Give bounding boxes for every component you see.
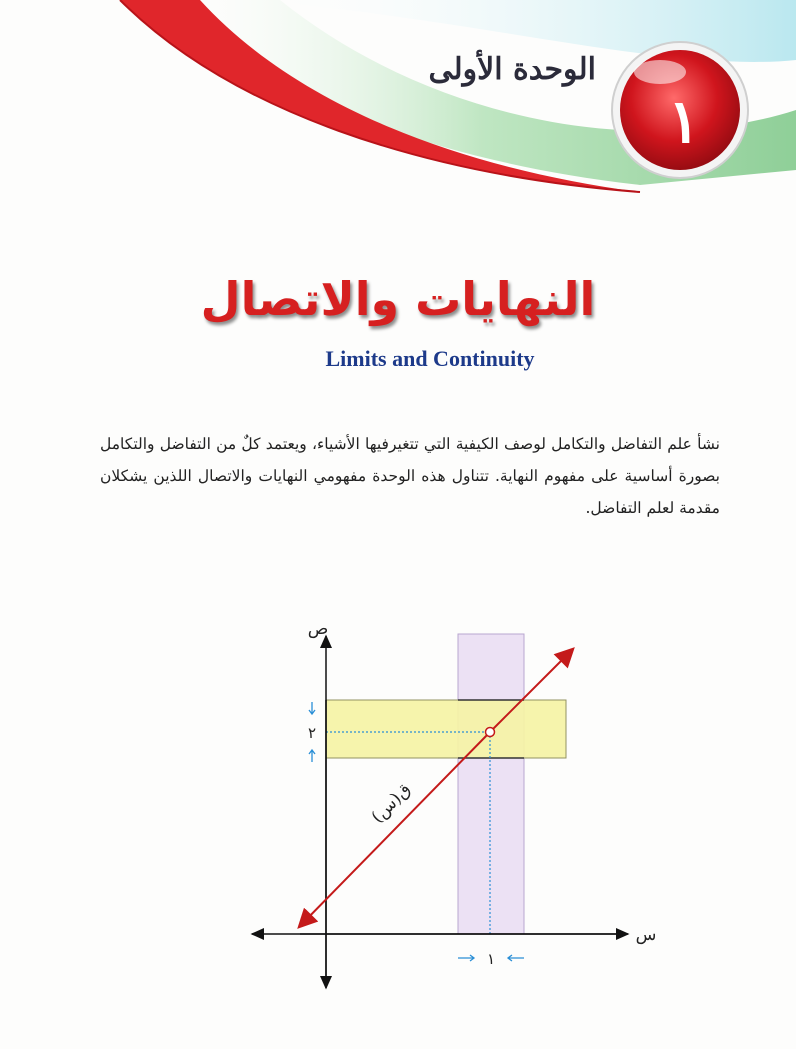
unit-number: ١ xyxy=(667,87,701,157)
limit-diagram xyxy=(0,600,796,1049)
curve-label: ق(س) xyxy=(367,779,416,828)
hole-point xyxy=(486,728,495,737)
x-value-label: ١ xyxy=(486,950,496,968)
x-axis-label: س xyxy=(635,925,657,945)
unit-label: الوحدة الأولى xyxy=(428,52,596,87)
vertical-band xyxy=(458,634,524,934)
page-title-arabic: النهايات والاتصال xyxy=(200,272,596,326)
y-axis-label: ص xyxy=(307,619,329,639)
horizontal-band xyxy=(326,700,566,758)
intro-paragraph: نشأ علم التفاضل والتكامل لوصف الكيفية التي تتغيرفيها الأشياء، ويعتمد كلٌ من التفاضل والتكامل بصورة أساسية على مفهوم النهاية. تتناول هذه الوحدة مفهومي النهايات والاتصال اللذين يشكلان مقدمة لعلم التفاضل. xyxy=(100,434,720,517)
page-title-english: Limits and Continuity xyxy=(325,346,535,371)
y-value-label: ٢ xyxy=(307,724,317,742)
